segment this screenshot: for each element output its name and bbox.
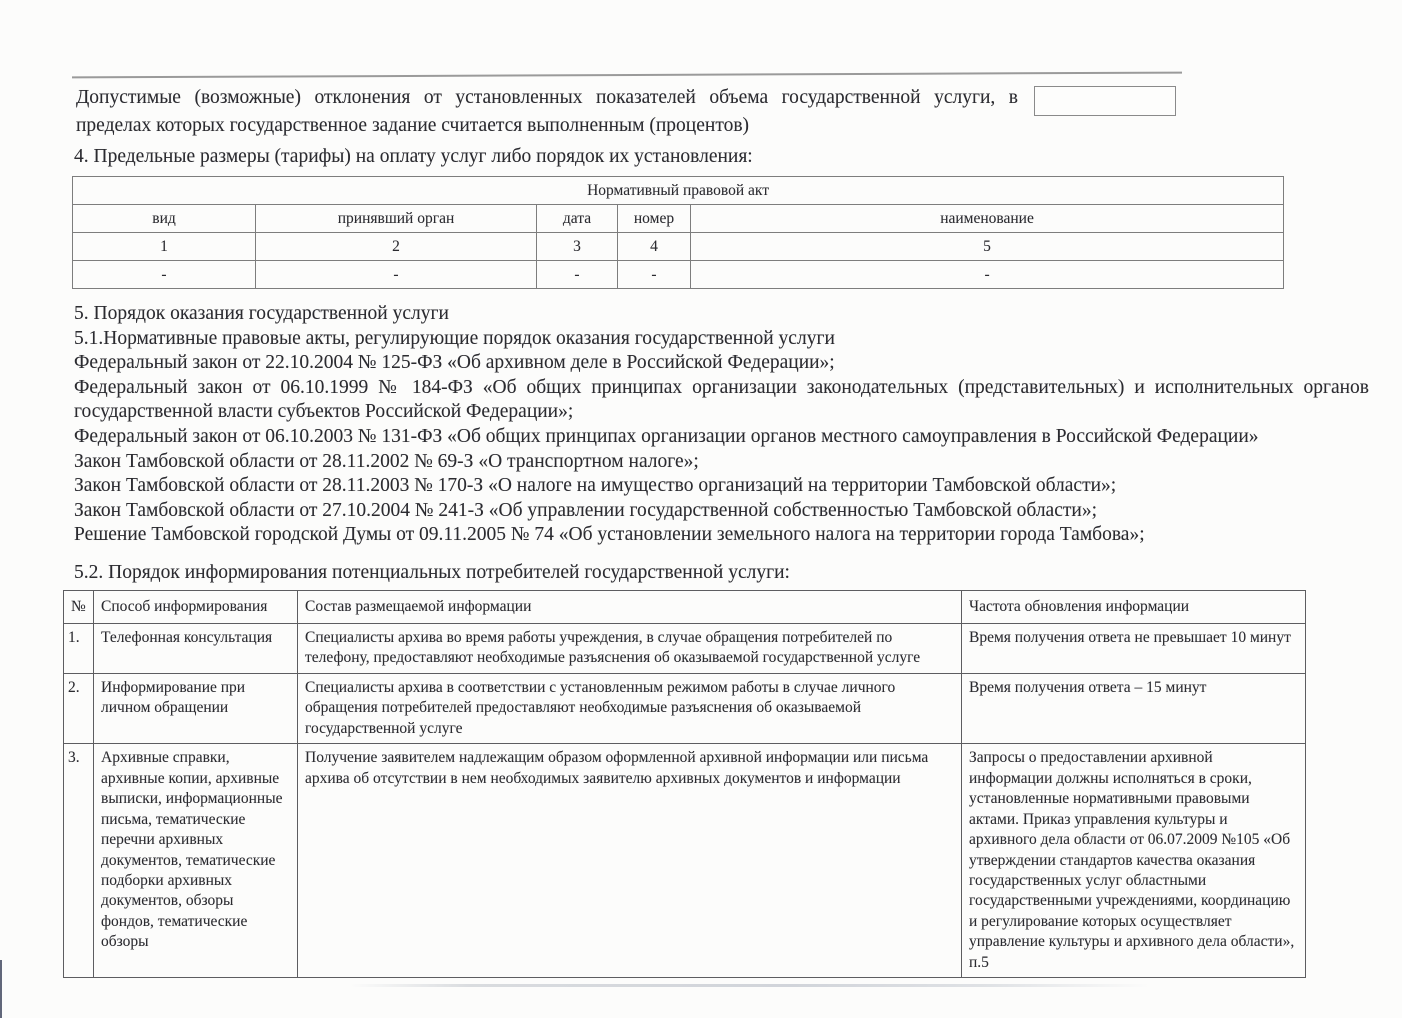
table-cell: 5 [691,233,1284,261]
table-cell: 3 [537,233,618,261]
normative-act-table [72,176,1284,289]
section5-subheading: 5.1.Нормативные правовые акты, регулирующие порядок оказания государственной услуги [74,327,835,349]
method-cell: Архивные справки, архивные копии, архивные выписки, информационные письма, тематические перечни архивных документов, тематические подборки архивных документов, обзоры фондов, тематические обзоры [94,744,298,978]
row-number: 3. [64,744,94,978]
row-number: 2. [64,673,94,743]
table-row [73,205,1284,233]
law-line: Федеральный закон от 06.10.1999 № 184-ФЗ «Об общих принципах организации законодательных (представительных) и исполнительных органов государственной власти субъектов Российской Федерации»; [74,376,1369,423]
table-cell: 2 [256,233,537,261]
deviation-paragraph [76,84,1176,139]
table-cell: - [691,261,1284,289]
content-cell: Специалисты архива во время работы учреждения, в случае обращения потребителей по телефону, предоставляют необходимые разъяснения об оказываемой государственной услуге [298,624,962,674]
column-header-name: наименование [691,205,1284,233]
law-line: Закон Тамбовской области от 27.10.2004 № 241-З «Об управлении государственной собственностью Тамбовской области»; [74,499,1097,521]
normative-act-table-title: Нормативный правовой акт [73,177,1284,205]
table-cell: - [537,261,618,289]
section52-heading: 5.2. Порядок информирования потенциальных потребителей государственной услуги: [74,562,790,583]
deviation-paragraph-text: Допустимые (возможные) отклонения от установленных показателей объема государственной услуги, в пределах которых государственное задание считается выполненным (процентов) [76,87,1018,136]
top-horizontal-rule [72,72,1182,79]
frequency-cell: Время получения ответа не превышает 10 минут [962,624,1306,674]
table-cell: - [618,261,691,289]
section4-heading: 4. Предельные размеры (тарифы) на оплату услуг либо порядок их установления: [74,146,753,167]
column-header-organ: принявший орган [256,205,537,233]
law-line: Закон Тамбовской области от 28.11.2003 № 170-З «О налоге на имущество организаций на территории Тамбовской области»; [74,475,1117,497]
table-cell: - [73,261,256,289]
column-header-no: № [64,591,94,624]
law-line: Федеральный закон от 22.10.2004 № 125-ФЗ «Об архивном деле в Российской Федерации»; [74,352,835,374]
deviation-value-box [1034,86,1176,116]
law-line: Решение Тамбовской городской Думы от 09.11.2005 № 74 «Об установлении земельного налога на территории города Тамбова»; [74,524,1145,546]
law-line: Закон Тамбовской области от 28.11.2002 № 69-З «О транспортном налоге»; [74,450,699,472]
scan-artifact-smudge [350,984,1150,987]
table-row [73,177,1284,205]
column-header-number: номер [618,205,691,233]
informing-table [63,590,1306,978]
table-row [64,673,1306,743]
table-cell: - [256,261,537,289]
column-header-method: Способ информирования [94,591,298,624]
table-header-row [64,591,1306,624]
table-cell: 4 [618,233,691,261]
table-row [64,744,1306,978]
frequency-cell: Запросы о предоставлении архивной информации должны исполняться в сроки, установленные нормативными правовыми актами. Приказ управления культуры и архивного дела области от 06.07.2009 №105 «Об утверждении стандартов качества оказания государственных услуг областными государственными учреждениями, координацию и регулирование которых осуществляет управление культуры и архивного дела области», п.5 [962,744,1306,978]
table-row [73,261,1284,289]
scan-artifact-edge [0,960,2,1018]
frequency-cell: Время получения ответа – 15 минут [962,673,1306,743]
row-number: 1. [64,624,94,674]
section5-heading: 5. Порядок оказания государственной услуги [74,303,449,324]
column-header-content: Состав размещаемой информации [298,591,962,624]
column-header-frequency: Частота обновления информации [962,591,1306,624]
method-cell: Телефонная консультация [94,624,298,674]
table-row [64,624,1306,674]
table-cell: 1 [73,233,256,261]
table-row [73,233,1284,261]
method-cell: Информирование при личном обращении [94,673,298,743]
column-header-date: дата [537,205,618,233]
content-cell: Специалисты архива в соответствии с установленным режимом работы в случае личного обращения потребителей предоставляют необходимые разъяснения об оказываемой государственной услуге [298,673,962,743]
law-line: Федеральный закон от 06.10.2003 № 131-ФЗ «Об общих принципах организации органов местного самоуправления в Российской Федерации» [74,425,1259,447]
section5-block [74,302,1369,548]
content-cell: Получение заявителем надлежащим образом оформленной архивной информации или письма архива об отсутствии в нем необходимых заявителю архивных документов и информации [298,744,962,978]
column-header-vid: вид [73,205,256,233]
